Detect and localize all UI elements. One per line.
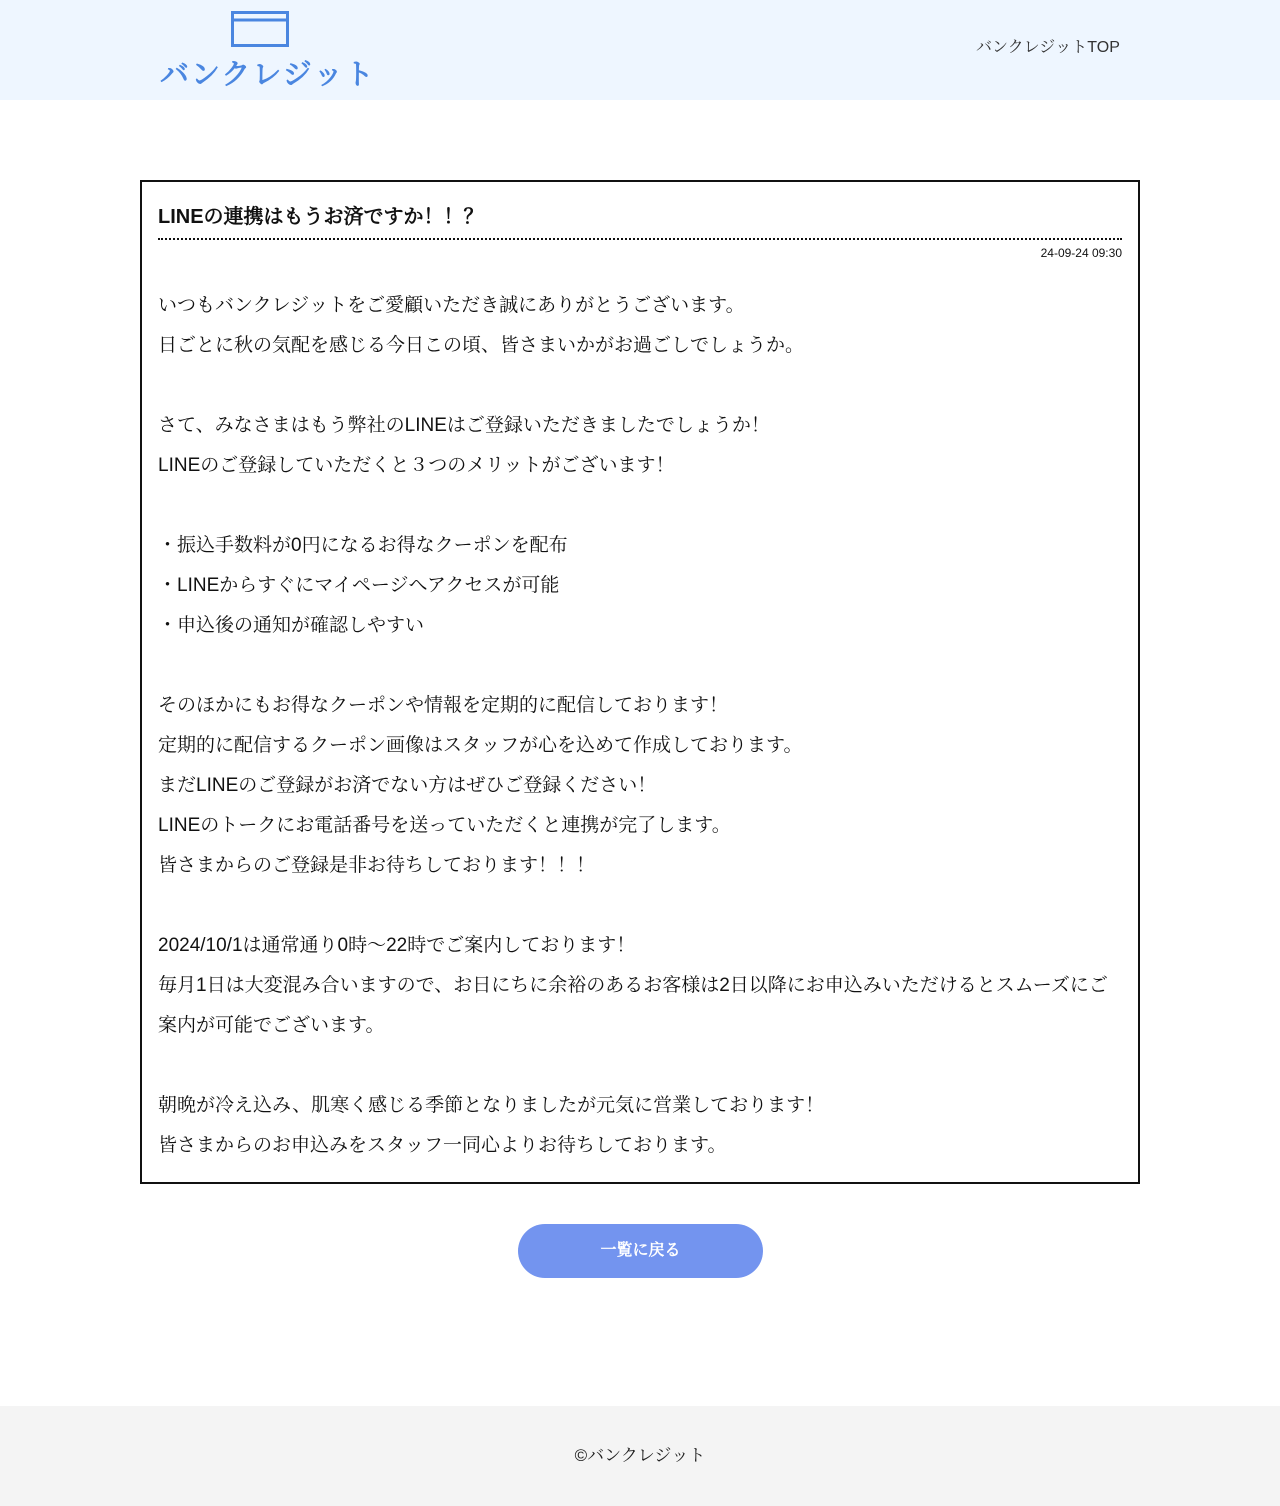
article-title: LINEの連携はもうお済ですか！！？ (158, 206, 484, 228)
article-body: いつもバンクレジットをご愛顧いただき誠にありがとうございます。 日ごとに秋の気配を感じる今日この頃、皆さまいかがお過ごしでしょうか。 さて、みなさまはもう弊社のLINEはご登録いただきましたでしょうか！ LINEのご登録していただくと３つのメリットがございます！ ・振込手数料が0円になるお得なクーポンを配布 ・LINEからすぐにマイページへアクセスが可能 ・申込後の通知が確認しやすい そのほかにもお得なクーポンや情報を定期的に配信しております！ 定期的に配信するクーポン画像はスタッフが心を込めて作成しております。 まだLINEのご登録がお済でない方はぜひご登録ください！ LINEのトークにお電話番号を送っていただくと連携が完了します。 皆さまからのご登録是非お待ちしております！！！ 2024/10/1は通常通り0時～22時でご案内しております！ 毎月1日は大変混み合いますので、お日にちに余裕のあるお客様は2日以降にお申込みいただけるとスムーズにご案内が可能でございます。 朝晩が冷え込み、肌寒く感じる季節となりましたが元気に営業しております！ 皆さまからのお申込みをスタッフ一同心よりお待ちしております。 (158, 295, 1108, 1156)
site-footer (0, 1406, 1280, 1506)
title-divider (158, 238, 1122, 240)
copyright-text: ©バンクレジット (574, 1446, 706, 1465)
site-header (0, 0, 1280, 100)
logo-text: バンクレジット (160, 57, 376, 91)
news-article (140, 180, 1140, 1184)
back-to-list-button[interactable]: 一覧に戻る (518, 1224, 763, 1278)
article-date: 24-09-24 09:30 (1040, 246, 1122, 260)
card-icon (231, 11, 289, 47)
site-logo[interactable] (160, 8, 376, 94)
nav-top-link[interactable]: バンクレジットTOP (976, 39, 1120, 56)
